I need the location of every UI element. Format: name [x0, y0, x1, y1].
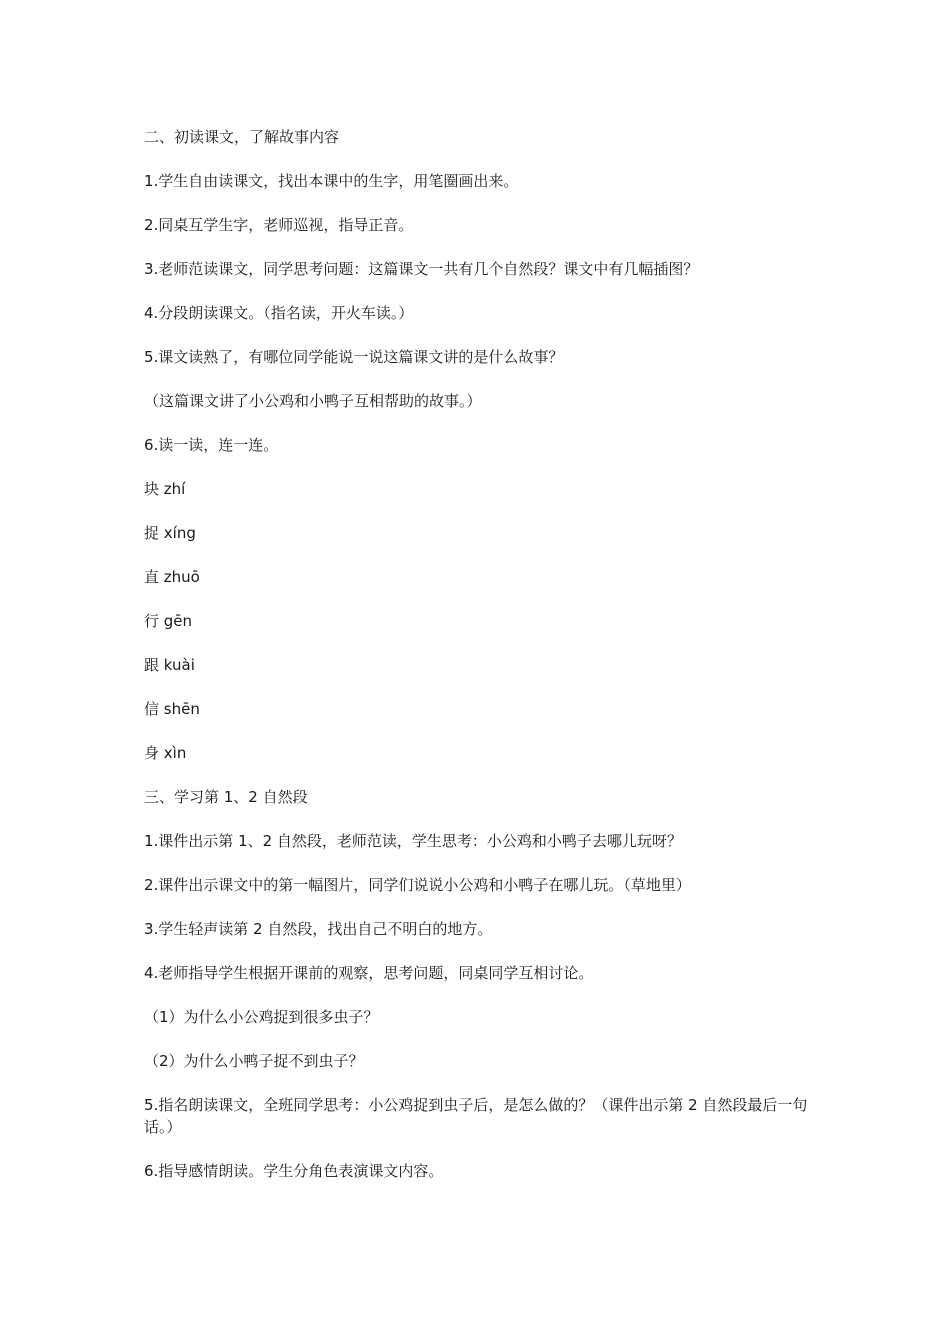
section-heading-2: 二、初读课文，了解故事内容: [144, 128, 340, 146]
pinyin-item: 捉 xíng: [144, 524, 196, 542]
step-5-answer: （这篇课文讲了小公鸡和小鸭子互相帮助的故事。）: [144, 392, 482, 410]
section3-step-4: 4.老师指导学生根据开课前的观察，思考问题，同桌同学互相讨论。: [144, 964, 594, 982]
step-3-paragraph: 3.老师范读课文，同学思考问题：这篇课文一共有几个自然段？课文中有几幅插图？: [144, 260, 699, 278]
pinyin-item: 行 gēn: [144, 612, 193, 630]
step-1-paragraph: 1.学生自由读课文，找出本课中的生字，用笔圈画出来。: [144, 172, 519, 190]
section3-step-5: 5.指名朗读课文，全班同学思考：小公鸡捉到虫子后，是怎么做的？（课件出示第 2 自然段最后一句话。）: [144, 1096, 808, 1136]
section3-step-2: 2.课件出示课文中的第一幅图片，同学们说说小公鸡和小鸭子在哪儿玩。（草地里）: [144, 876, 691, 894]
step-6-paragraph: 6.读一读，连一连。: [144, 436, 279, 454]
pinyin-item: 块 zhí: [144, 480, 186, 498]
pinyin-item: 直 zhuō: [144, 568, 200, 586]
section3-step-6: 6.指导感情朗读。学生分角色表演课文内容。: [144, 1162, 444, 1180]
document-body: [144, 126, 810, 1204]
discussion-question-2: （2）为什么小鸭子捉不到虫子？: [144, 1052, 364, 1070]
pinyin-item: 身 xìn: [144, 744, 187, 762]
section-heading-3: 三、学习第 1、2 自然段: [144, 788, 308, 806]
section3-step-3: 3.学生轻声读第 2 自然段，找出自己不明白的地方。: [144, 920, 493, 938]
discussion-question-1: （1）为什么小公鸡捉到很多虫子？: [144, 1008, 379, 1026]
step-2-paragraph: 2.同桌互学生字，老师巡视，指导正音。: [144, 216, 414, 234]
pinyin-item: 跟 kuài: [144, 656, 195, 674]
section3-step-1: 1.课件出示第 1、2 自然段，老师范读，学生思考：小公鸡和小鸭子去哪儿玩呀？: [144, 832, 682, 850]
pinyin-item: 信 shēn: [144, 700, 200, 718]
step-5-paragraph: 5.课文读熟了，有哪位同学能说一说这篇课文讲的是什么故事？: [144, 348, 564, 366]
step-4-paragraph: 4.分段朗读课文。（指名读，开火车读。）: [144, 304, 414, 322]
